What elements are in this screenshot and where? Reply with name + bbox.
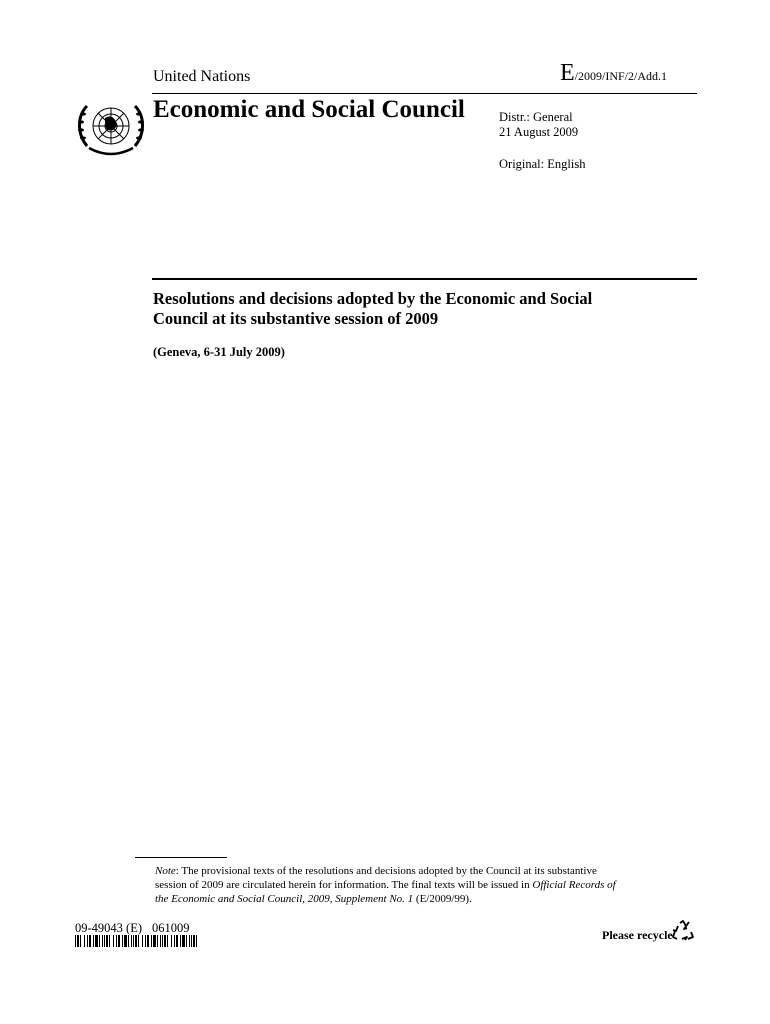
document-symbol: [560, 60, 667, 87]
title-rule: [152, 278, 697, 280]
job-date: 061009: [152, 921, 190, 935]
original-language: Original: English: [499, 157, 586, 171]
barcode-icon: [75, 935, 201, 947]
document-symbol-letter: E: [560, 60, 575, 86]
footnote-rule: [135, 857, 227, 858]
document-symbol-number: /2009/INF/2/Add.1: [574, 69, 668, 83]
recycle-label: Please recycle: [602, 928, 673, 942]
footnote: [155, 864, 625, 906]
footnote-text-start: : The provisional texts of the resolutions and decisions adopted by the Council at its substantive session of 2009 are circulated herein for information. The final texts will be issued in: [155, 865, 597, 891]
un-emblem-icon: [75, 98, 147, 160]
distribution-status: Distr.: General: [499, 110, 573, 124]
footnote-label: Note: [155, 865, 176, 877]
organization-label: United Nations: [153, 68, 251, 85]
footnote-reference: Official Records of the Economic and Social Council, 2009, Supplement No. 1: [155, 879, 616, 905]
job-number-line: [75, 921, 190, 936]
distribution-block: [499, 110, 578, 140]
document-subtitle: (Geneva, 6-31 July 2009): [153, 345, 285, 359]
document-date: 21 August 2009: [499, 125, 579, 139]
header-rule: [152, 93, 697, 94]
document-title: Resolutions and decisions adopted by the Economic and Social Council at its substantive session of 2009: [153, 289, 593, 328]
footnote-text-end: (E/2009/99).: [413, 893, 472, 905]
council-name: Economic and Social Council: [153, 96, 465, 123]
job-number: 09-49043 (E): [75, 921, 142, 935]
recycle-icon: [671, 920, 695, 942]
